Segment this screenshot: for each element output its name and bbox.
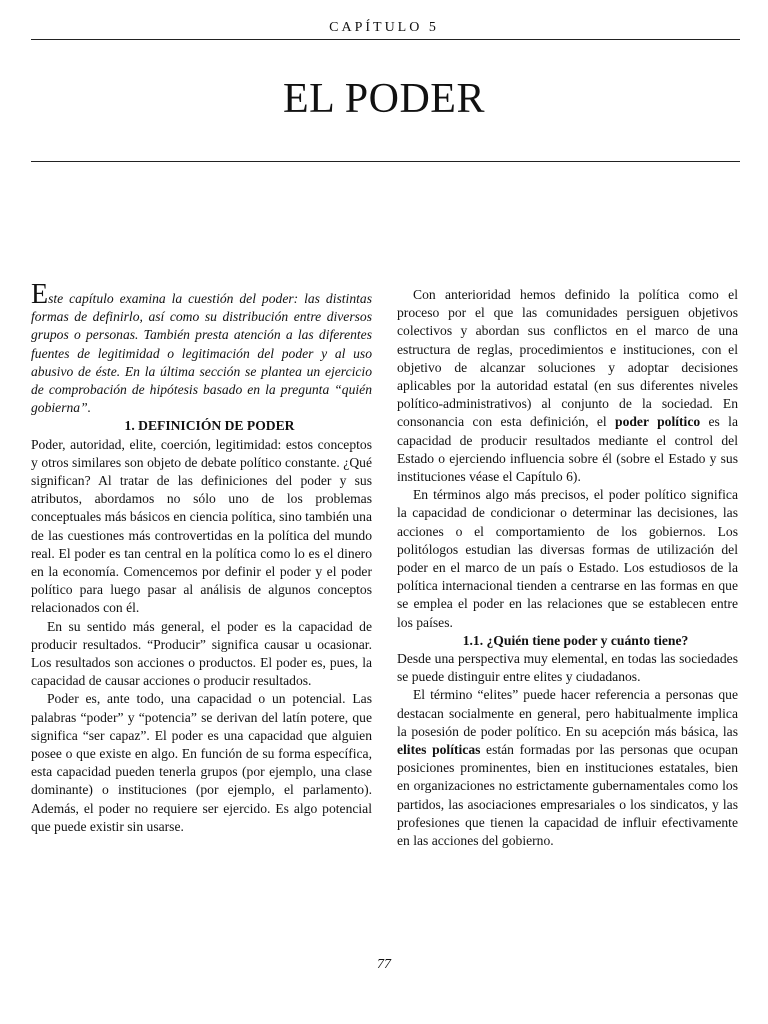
chapter-intro xyxy=(31,279,372,417)
term-poder-politico: poder político xyxy=(615,414,701,430)
paragraph: El término “elites” puede hacer referencia a personas que destacan socialmente en general, pero habitualmente implica la posesión de poder político. En su acepción más básica, las elites políticas están formadas por las personas que ocupan posiciones prominentes, bien en instituciones estatales, bien en organizaciones no estrictamente gubernamentales como los partidos, las asociaciones empresariales o los sindicatos, y las profesiones que tienen la capacidad de influir efectivamente en las acciones del gobierno. xyxy=(397,687,738,849)
right-column xyxy=(397,286,738,850)
paragraph: En su sentido más general, el poder es la capacidad de producir resultados. “Producir” significa causar u ocasionar. Los resultados son acciones o productos. El poder es, pues, la capacidad de causar acciones o producir resultados. xyxy=(31,618,372,689)
paragraph: Con anterioridad hemos definido la política como el proceso por el que las comunidades persiguen objetivos colectivos y abordan sus conflictos en el marco de una estructura de reglas, procedimientos e instituciones, con el objetivo de alcanzar soluciones y adoptar decisiones aplicables por la autoridad estatal (en sus diferentes niveles político-administrativos) al conjunto de la sociedad. En consonancia con esta definición, el poder político es la capacidad de producir resultados mediante el control del Estado o ejerciendo influencia sobre él (sobre el Estado y sus instituciones véase el Capítulo 6). xyxy=(397,287,738,485)
paragraph: Desde una perspectiva muy elemental, en todas las sociedades se puede distinguir entre elites y ciudadanos. xyxy=(397,651,738,685)
header-rule-top xyxy=(31,39,740,40)
intro-text: ste capítulo examina la cuestión del poder: las distintas formas de definirlo, así como su distribución entre diversos grupos o personas. También presta atención a las diferentes fuentes de legitimidad o legitimación del poder y al uso abusivo de éste. En la última sección se plantea un ejercicio de comprobación de hipótesis basado en la pregunta “quién gobierna”. xyxy=(31,291,372,416)
header-rule-bottom xyxy=(31,161,740,162)
chapter-title: EL PODER xyxy=(283,76,485,122)
section-heading: 1. DEFINICIÓN DE PODER xyxy=(124,418,295,434)
paragraph: Poder es, ante todo, una capacidad o un potencial. Las palabras “poder” y “potencia” se derivan del latín potere, que significa “ser capaz”. El poder es una capacidad que alguien posee o que existe en algo. En función de su forma específica, esta capacidad pueden tenerla grupos (por ejemplo, una clase dominante) o instituciones (por ejemplo, el parlamento). Además, el poder no requiere ser ejercido. Es algo potencial que puede existir sin usarse. xyxy=(31,691,372,834)
page-number: 77 xyxy=(377,957,391,972)
chapter-label: CAPÍTULO 5 xyxy=(329,20,439,35)
intro-dropcap: E xyxy=(31,279,49,310)
subsection-heading: 1.1. ¿Quién tiene poder y cuánto tiene? xyxy=(462,632,689,648)
paragraph: Poder, autoridad, elite, coerción, legitimidad: estos conceptos y otros similares son objeto de debate político constante. ¿Qué significan? Al tratar de las definiciones del poder y sus atributos, abordamos no sólo uno de los problemas conceptuales más básicos en ciencia política, sino también una de las cuestiones más controvertidas en la política del mundo real. El poder es tan central en la política como lo es el dinero en la economía. Comencemos por definir el poder y el poder político para luego pasar al análisis de algunos conceptos relacionados con él. xyxy=(31,436,372,616)
term-elites-politicas: elites políticas xyxy=(397,742,481,758)
left-column xyxy=(31,279,372,836)
paragraph: En términos algo más precisos, el poder político significa la capacidad de condicionar o determinar las decisiones, las acciones o el comportamiento de los gobiernos. Los politólogos estudian las diversas formas de utilización del poder en el marco de un país o Estado. Los estudiosos de la política internacional tienden a centrarse en las formas en que se emplea el poder en las relaciones que se establecen entre los países. xyxy=(397,487,738,630)
